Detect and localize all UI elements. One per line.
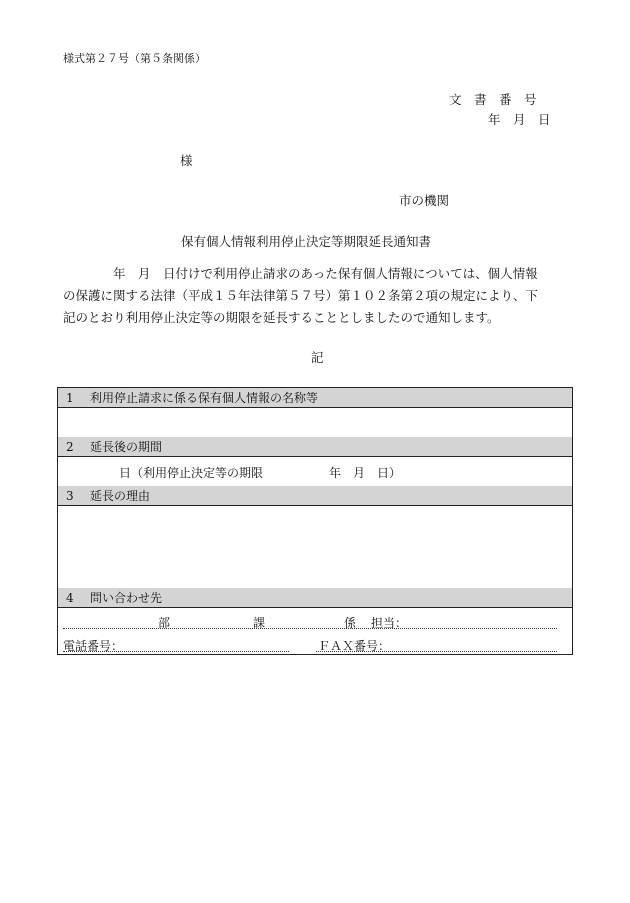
fax-label: ＦＡＸ番号： <box>318 639 391 653</box>
section-1-label: 利用停止請求に係る保有個人情報の名称等 <box>90 391 319 405</box>
form-number: 様式第２７号（第５条関係） <box>63 52 206 65</box>
section-3-header <box>58 486 572 506</box>
section-2-header <box>58 437 572 457</box>
notice-table <box>57 387 573 655</box>
section-3-number: 3 <box>66 489 74 503</box>
section-1-body <box>58 408 572 438</box>
section-4-number: 4 <box>66 591 74 605</box>
ki-heading: 記 <box>311 350 324 365</box>
section-4-label: 問い合わせ先 <box>90 591 163 605</box>
contact-department: 部 <box>158 616 171 630</box>
document-title: 保有個人情報利用停止決定等期限延長通知書 <box>181 234 432 249</box>
issuer: 市の機関 <box>399 193 450 208</box>
contact-row-1-dotted-line <box>63 628 557 629</box>
section-1-header <box>58 388 572 408</box>
section-2-label: 延長後の期間 <box>90 440 163 454</box>
extension-days: 日（利用停止決定等の期限 <box>119 466 264 480</box>
contact-unit: 係 <box>344 616 357 630</box>
contact-section: 課 <box>253 616 266 630</box>
body-line-1: 年 月 日付けで利用停止請求のあった保有個人情報については、個人情報 <box>63 266 538 281</box>
document-number-label: 文 書 番 号 <box>449 92 537 107</box>
body-line-3: 記のとおり利用停止決定等の期限を延長することとしましたので通知します。 <box>63 310 500 325</box>
section-4-header <box>58 588 572 608</box>
date-line: 年 月 日 <box>488 112 551 127</box>
addressee-suffix: 様 <box>180 153 193 168</box>
body-paragraph <box>63 263 575 329</box>
body-line-2: の保護に関する法律（平成１５年法律第５７号）第１０２条第２項の規定により、下 <box>63 288 539 303</box>
section-3-label: 延長の理由 <box>90 489 151 503</box>
telephone-label: 電話番号： <box>63 639 124 653</box>
extension-date: 年 月 日） <box>329 466 402 480</box>
contact-person-label: 担当： <box>371 616 408 630</box>
section-1-number: 1 <box>66 391 74 405</box>
section-3-body <box>58 506 572 589</box>
section-2-number: 2 <box>66 440 74 454</box>
